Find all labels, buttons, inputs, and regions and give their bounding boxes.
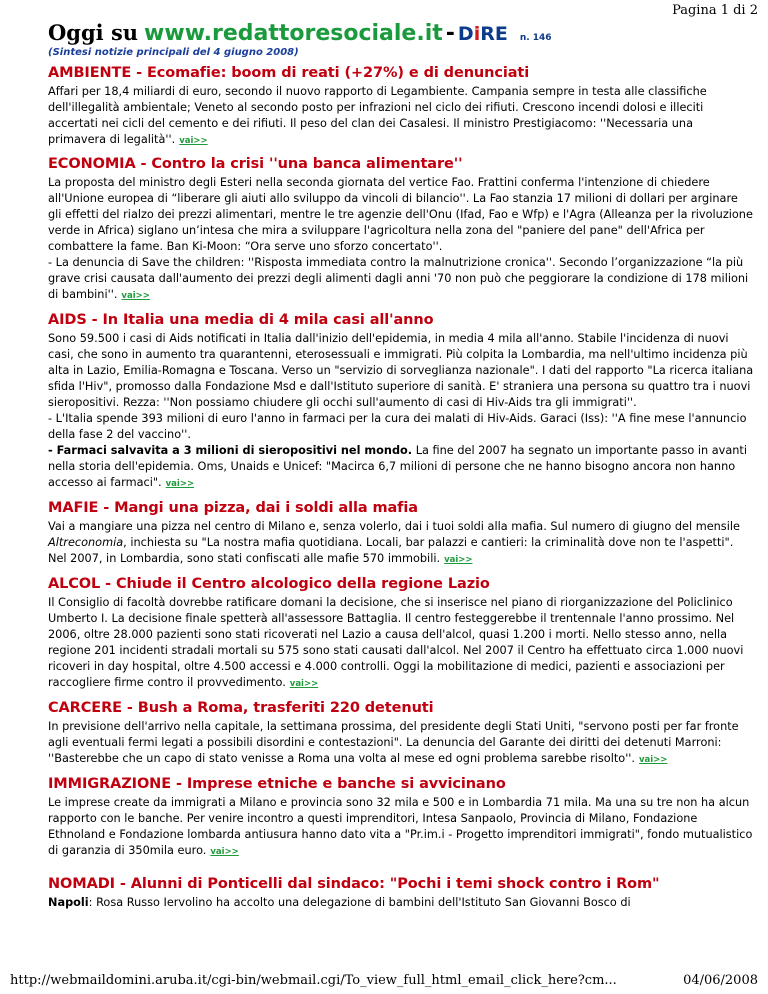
article-body: Il Consiglio di facoltà dovrebbe ratificare domani la decisione, che si inserisce nel piano di riorganizzazione del Policlinico Umberto I. La decisione finale spetterà all'assessore Battaglia. Il centro festeggerebbe il trentennale l'anno prossimo. Nel 2006, oltre 28.000 pazienti sono stati ricoverati nel Lazio a causa dell'alcol, quasi 1.200 i morti. Nello stesso anno, nella regione 201 incidenti stradali mortali su 575 sono stati causati dall'alcol. Nel 2007 il Centro ha effettuato circa 1.000 nuovi ricoveri in day hospital, oltre 4.500 accessi e 4.000 controlli. Oggi la mobilitazione di medici, pazienti e associazioni per raccogliere firme contro il provvedimento. vai>> bbox=[48, 596, 744, 689]
news-list bbox=[48, 65, 754, 911]
masthead-site-link[interactable]: www.redattoresociale.it bbox=[144, 21, 443, 46]
footer-date: 04/06/2008 bbox=[683, 973, 758, 988]
read-more-link[interactable]: vai>> bbox=[179, 136, 208, 146]
page-number-label: Pagina 1 di 2 bbox=[672, 3, 758, 18]
article-title: AMBIENTE - Ecomafie: boom di reati (+27%) e di denunciati bbox=[48, 65, 530, 81]
article-title: ECONOMIA - Contro la crisi ''una banca alimentare'' bbox=[48, 156, 463, 172]
masthead-oggi: Oggi su bbox=[48, 20, 139, 45]
article-body: Affari per 18,4 miliardi di euro, secondo il nuovo rapporto di Legambiente. Campania sempre in testa alle classifiche dell'illegalità ambientale; Veneto al secondo posto per infrazioni nel ciclo dei rifiuti. Crescono incendi dolosi e illeciti accertati nei cicli del cemento e dei rifiuti. Il peso del clan dei Casalesi. Il ministro Prestigiacomo: ''Necessaria una primavera di legalità''. vai>> bbox=[48, 85, 707, 146]
issue-number: n. 146 bbox=[519, 33, 552, 43]
article-body: In previsione dell'arrivo nella capitale, la settimana prossima, del presidente degli Stati Uniti, "servono posti per far fronte agli eventuali fermi legati a possibili disordini e contestazioni". La denuncia del Garante dei diritti dei detenuti Marroni: ''Basterebbe che un capo di stato venisse a Roma una volta al mese ed ogni problema sarebbe risolto''. vai>> bbox=[48, 720, 739, 765]
article-mafie bbox=[48, 500, 754, 568]
article-carcere bbox=[48, 700, 754, 768]
read-more-link[interactable]: vai>> bbox=[210, 847, 239, 857]
dire-logo: DiRE bbox=[457, 23, 508, 45]
read-more-link[interactable]: vai>> bbox=[121, 291, 150, 301]
article-body: La proposta del ministro degli Esteri nella seconda giornata del vertice Fao. Frattini conferma l'intenzione di chiedere all'Unione europea di “liberare gli aiuti allo sviluppo da vincoli di bilancio''. La Fao stanzia 17 milioni di dollari per arginare gli effetti del rialzo dei prezzi alimentari, mentre le tre agenzie dell'Onu (Ifad, Fao e Wfp) e l'Agra (Alleanza per la rivoluzione verde in Africa) siglano un’intesa che mira a sviluppare l'agricoltura nella zona del "paniere del pane" dell'Africa per combattere la fame. Ban Ki-Moon: “Ora serve uno sforzo concertato''. - La denuncia di Save the children: ''Risposta immediata contro la malnutrizione cronica''. Secondo l’organizzazione “la più grave crisi causata dall'aumento dei prezzi degli alimenti dagli anni '70 non può che peggiorare la condizione di 178 milioni di bambini''. vai>> bbox=[48, 176, 753, 301]
masthead-subtitle: (Sintesi notizie principali del 4 giugno 2008) bbox=[48, 47, 299, 58]
masthead bbox=[48, 20, 748, 58]
article-title: AIDS - In Italia una media di 4 mila casi all'anno bbox=[48, 312, 434, 328]
article-title: IMMIGRAZIONE - Imprese etniche e banche si avvicinano bbox=[48, 776, 506, 792]
article-immigrazione bbox=[48, 776, 754, 860]
article-nomadi bbox=[48, 876, 754, 911]
article-body: Le imprese create da immigrati a Milano e provincia sono 32 mila e 500 e in Lombardia 71 mila. Ma una su tre non ha alcun rapporto con le banche. Per venire incontro a questi imprenditori, Intesa Sanpaolo, Provincia di Milano, Fondazione Ethnoland e Fondazione lombarda antiusura hanno dato vita a "Pr.im.i - Progetto imprenditori immigrati", fondo mutualistico di garanzia di 350mila euro. vai>> bbox=[48, 796, 753, 857]
read-more-link[interactable]: vai>> bbox=[639, 755, 668, 765]
article-ambiente bbox=[48, 65, 754, 149]
article-title: ALCOL - Chiude il Centro alcologico della regione Lazio bbox=[48, 576, 490, 592]
article-title: NOMADI - Alunni di Ponticelli dal sindaco: "Pochi i temi shock contro i Rom" bbox=[48, 876, 660, 892]
article-title: MAFIE - Mangi una pizza, dai i soldi alla mafia bbox=[48, 500, 418, 516]
read-more-link[interactable]: vai>> bbox=[444, 555, 473, 565]
article-aids bbox=[48, 312, 754, 492]
article-body: Sono 59.500 i casi di Aids notificati in Italia dall'inizio dell'epidemia, in media 4 mila all'anno. Stabile l'incidenza di nuovi casi, che sono in aumento tra quarantenni, eterosessuali e immigrati. Più colpita la Lombardia, ma nell'ultimo incidenza più alta in Lazio, Emilia-Romagna e Toscana. Verso un "servizio di sorveglianza nazionale". I dati del rapporto "La ricerca italiana sfida l'Hiv", promosso dalla Fondazione Msd e dall'Istituto superiore di sanità. E' straniera una persona su quattro tra i nuovi sieropositivi. Rezza: ''Non possiamo chiudere gli occhi sull'aumento di casi di Hiv-Aids tra gli immigrati''. - L'Italia spende 393 milioni di euro l'anno in farmaci per la cura dei malati di Hiv-Aids. Garaci (Iss): ''A fine mese l'annuncio della fase 2 del vaccino''. - Farmaci salvavita a 3 milioni di sieropositivi nel mondo. La fine del 2007 ha segnato un importante passo in avanti nella storia dell'epidemia. Oms, Unaids e Unicef: "Macirca 6,7 milioni di persone che ne hanno bisogno ancora non hanno accesso ai farmaci". vai>> bbox=[48, 332, 754, 489]
article-body: Vai a mangiare una pizza nel centro di Milano e, senza volerlo, dai i tuoi soldi alla mafia. Sul numero di giugno del mensile Altreconomia, inchiesta su "La nostra mafia quotidiana. Locali, bar palazzi e cantieri: la criminalità dove non te l'aspetti". Nel 2007, in Lombardia, sono stati confiscati alle mafie 570 immobili. vai>> bbox=[48, 520, 740, 565]
article-body: Napoli: Rosa Russo Iervolino ha accolto una delegazione di bambini dell'Istituto San Giovanni Bosco di bbox=[48, 896, 631, 909]
footer-url: http://webmaildomini.aruba.it/cgi-bin/webmail.cgi/To_view_full_html_email_click_here?cm... bbox=[10, 973, 617, 988]
article-economia bbox=[48, 156, 754, 304]
read-more-link[interactable]: vai>> bbox=[165, 479, 195, 489]
article-title: CARCERE - Bush a Roma, trasferiti 220 detenuti bbox=[48, 700, 434, 716]
read-more-link[interactable]: vai>> bbox=[289, 679, 319, 689]
article-alcol bbox=[48, 576, 754, 692]
masthead-dash: - bbox=[445, 21, 455, 46]
